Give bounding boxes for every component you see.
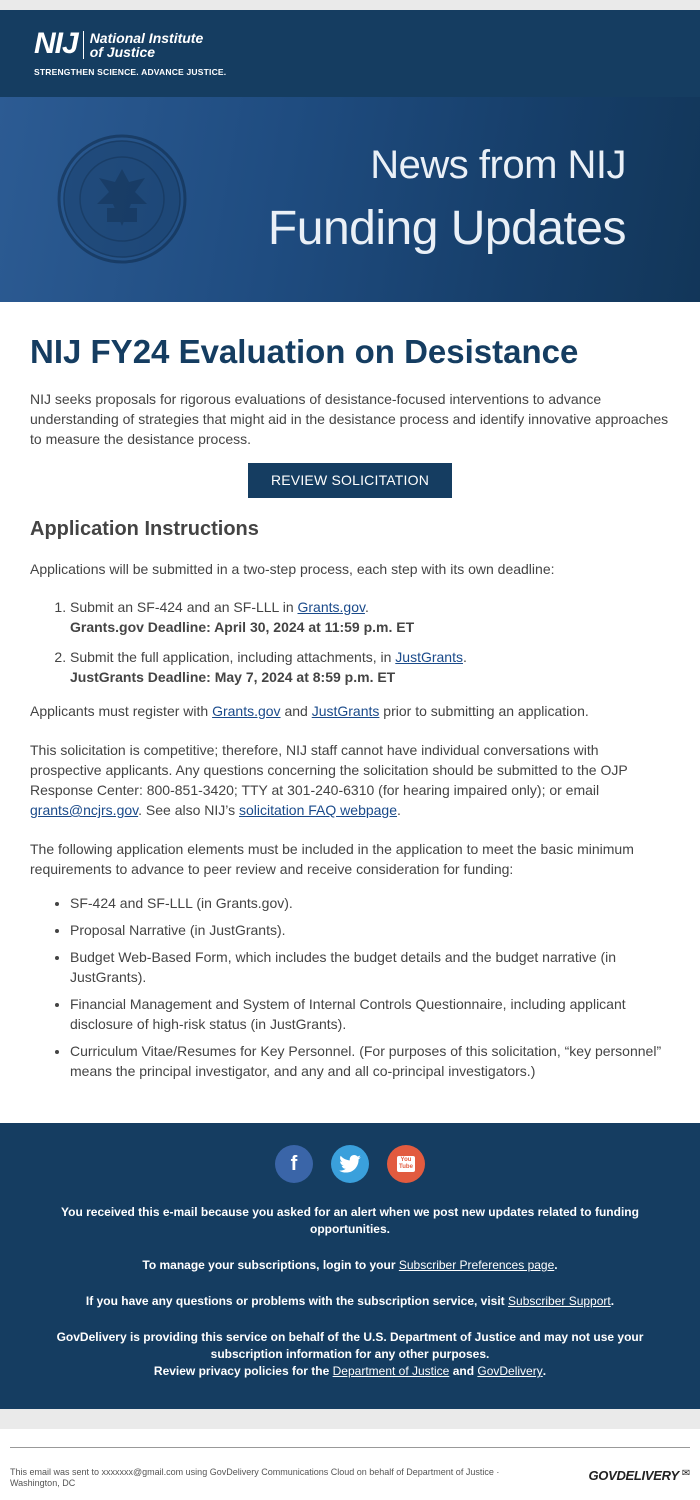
- manage-post: .: [554, 1258, 558, 1272]
- twitter-bird-icon: [339, 1155, 361, 1173]
- banner-title-line2: Funding Updates: [267, 202, 626, 255]
- step2-text: Submit the full application, including attachments, in: [70, 649, 396, 665]
- bottom-spacer: [0, 1409, 700, 1429]
- youtube-word-bottom: Tube: [399, 1164, 413, 1170]
- register-justgrants-link[interactable]: JustGrants: [311, 703, 380, 719]
- justgrants-link[interactable]: JustGrants: [395, 649, 463, 665]
- privacy-pre: Review privacy policies for the: [153, 1364, 333, 1378]
- tagline: STRENGTHEN SCIENCE. ADVANCE JUSTICE.: [34, 67, 227, 77]
- step2-period: .: [463, 649, 467, 665]
- gov-line1: GovDelivery is providing this service on behalf of the U.S. Department of Justice and may not use your subscription information for any other purposes.: [56, 1330, 644, 1361]
- list-item: • Budget Web-Based Form, which includes the budget details and the budget narrative (in JustGrants).: [70, 947, 670, 987]
- two-step-text: Applications will be submitted in a two-step process, each step with its own deadline:: [30, 561, 555, 577]
- org-name: [90, 31, 204, 59]
- step1-period: .: [364, 599, 369, 615]
- govdelivery-logo-text: GOVDELIVERY: [588, 1468, 679, 1483]
- news-banner: [0, 97, 700, 302]
- sent-to-note: This email was sent to xxxxxxx@gmail.com using GovDelivery Communications Cloud on behalf of Department of Justice · Washington, DC: [10, 1467, 500, 1488]
- org-name-line2: of Justice: [89, 44, 156, 60]
- footer-govdelivery-text: [0, 1329, 700, 1380]
- manage-pre: To manage your subscriptions, login to your: [142, 1258, 399, 1272]
- facebook-icon[interactable]: [275, 1145, 313, 1183]
- youtube-icon[interactable]: [387, 1145, 425, 1183]
- button-wrap: [30, 463, 670, 498]
- govdelivery-logo[interactable]: [588, 1468, 690, 1483]
- facebook-glyph: f: [290, 1152, 298, 1175]
- register-pre: Applicants must register with: [30, 703, 213, 719]
- org-name-line1: National Institute: [89, 30, 204, 46]
- bottom-divider: [10, 1447, 690, 1448]
- footer-alert-text: You received this e-mail because you asked for an alert when we post new updates related to funding opportunities.: [61, 1205, 639, 1236]
- support-post: .: [610, 1294, 615, 1308]
- section-heading: Application Instructions: [30, 518, 259, 540]
- banner-title-line1: News from NIJ: [370, 143, 626, 187]
- privacy-post: .: [542, 1364, 547, 1378]
- social-links: [0, 1145, 700, 1183]
- steps-list: [70, 597, 670, 687]
- competitive-text: [30, 740, 670, 820]
- twitter-icon[interactable]: [331, 1145, 369, 1183]
- step2-deadline: JustGrants Deadline: May 7, 2024 at 8:59 p.m. ET: [70, 669, 396, 685]
- competitive-end: .: [397, 802, 401, 818]
- register-text: [30, 701, 670, 721]
- logo-divider: [83, 31, 84, 59]
- youtube-badge: [397, 1156, 415, 1172]
- competitive-body: This solicitation is competitive; therefore, NIJ staff cannot have individual conversations with prospective applicants. Any questions concerning the solicitation should be submitted to the OJP Response Center: 800-851-3420; TTY at 301-240-6310 (for hearing impaired only); or email: [30, 742, 628, 798]
- article-intro: NIJ seeks proposals for rigorous evaluations of desistance-focused interventions to advance understanding of strategies that might aid in the desistance process and identify innovative approaches to measure the desistance process.: [30, 391, 669, 447]
- competitive-mid: . See also NIJ’s: [138, 802, 240, 818]
- list-item: • Curriculum Vitae/Resumes for Key Personnel. (For purposes of this solicitation, “key personnel” means the principal investigator, and any and all co-principal investigators.): [70, 1041, 670, 1081]
- step1-text: Submit an SF-424 and an SF-LLL in: [70, 599, 298, 615]
- doj-seal-icon: [57, 134, 187, 264]
- footer-manage-text: [0, 1257, 700, 1274]
- subscriber-support-link[interactable]: Subscriber Support: [508, 1294, 611, 1308]
- step1-deadline: Grants.gov Deadline: April 30, 2024 at 11:59 p.m. ET: [70, 619, 415, 635]
- top-spacer: [0, 0, 700, 10]
- register-grants-gov-link[interactable]: Grants.gov: [212, 703, 281, 719]
- support-pre: If you have any questions or problems with the subscription service, visit: [85, 1294, 509, 1308]
- nij-logo-mark: NIJ: [34, 27, 78, 60]
- nij-header: [0, 10, 700, 97]
- list-item: [70, 597, 670, 637]
- register-mid: and: [280, 703, 312, 719]
- list-item: [70, 647, 670, 687]
- footer: [0, 1123, 700, 1409]
- nij-logo[interactable]: [34, 29, 203, 59]
- privacy-mid: and: [449, 1364, 478, 1378]
- email-link[interactable]: grants@ncjrs.gov: [30, 802, 139, 818]
- faq-link[interactable]: solicitation FAQ webpage: [239, 802, 397, 818]
- register-post: prior to submitting an application.: [379, 703, 589, 719]
- envelope-icon: ✉: [681, 1468, 690, 1479]
- list-item: • SF-424 and SF-LLL (in Grants.gov).: [70, 893, 670, 913]
- subscriber-preferences-link[interactable]: Subscriber Preferences page: [398, 1258, 555, 1272]
- elements-intro: The following application elements must be included in the application to meet the basic minimum requirements to advance to peer review and receive consideration for funding:: [30, 841, 634, 877]
- article-title: NIJ FY24 Evaluation on Desistance: [30, 333, 579, 370]
- review-solicitation-button[interactable]: REVIEW SOLICITATION: [248, 463, 452, 498]
- youtube-word-top: You: [400, 1157, 412, 1163]
- article-content: [0, 333, 700, 1081]
- footer-support-text: [0, 1293, 700, 1310]
- govdelivery-privacy-link[interactable]: GovDelivery: [477, 1364, 543, 1378]
- list-item: • Financial Management and System of Internal Controls Questionnaire, including applicant disclosure of high-risk status (in JustGrants).: [70, 994, 670, 1034]
- doj-privacy-link[interactable]: Department of Justice: [332, 1364, 450, 1378]
- grants-gov-link[interactable]: Grants.gov: [297, 599, 365, 615]
- list-item: • Proposal Narrative (in JustGrants).: [70, 920, 670, 940]
- requirements-list: [70, 893, 670, 1081]
